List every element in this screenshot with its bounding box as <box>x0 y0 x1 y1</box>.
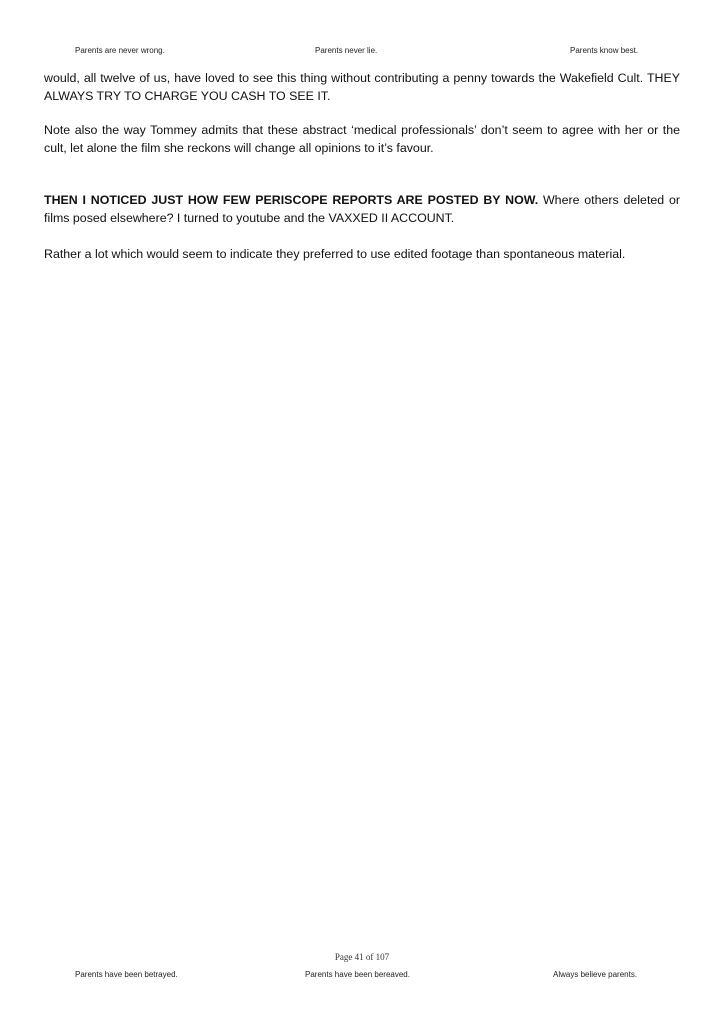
page-footer <box>0 968 724 982</box>
paragraph-1: would, all twelve of us, have loved to see this thing without contributing a penny towards the Wakefield Cult. THEY ALWAYS TRY TO CHARGE YOU CASH TO SEE IT. <box>44 71 680 103</box>
footer-left-text: Parents have been betrayed. <box>75 970 178 979</box>
paragraph-4: Rather a lot which would seem to indicate they preferred to use edited footage than spontaneous material. <box>44 247 626 261</box>
page-header <box>0 44 724 58</box>
paragraph-3-bold-lead: THEN I NOTICED JUST HOW FEW PERISCOPE REPORTS ARE POSTED BY NOW. <box>44 193 539 207</box>
page-number: Page 41 of 107 <box>334 952 390 962</box>
paragraph-3 <box>44 192 680 227</box>
header-right-text: Parents know best. <box>570 46 639 55</box>
paragraph-3-rest: Where others deleted or films posed elsewhere? I turned to youtube and the VAXXED II ACCOUNT. <box>44 193 680 225</box>
paragraph-2: Note also the way Tommey admits that these abstract ‘medical professionals’ don’t seem to agree with her or the cult, let alone the film she reckons will change all opinions to it’s favour. <box>44 123 680 155</box>
header-left-text: Parents are never wrong. <box>75 46 165 55</box>
footer-center-text: Parents have been bereaved. <box>305 970 410 979</box>
header-center-text: Parents never lie. <box>315 46 378 55</box>
footer-right-text: Always believe parents. <box>553 970 638 979</box>
